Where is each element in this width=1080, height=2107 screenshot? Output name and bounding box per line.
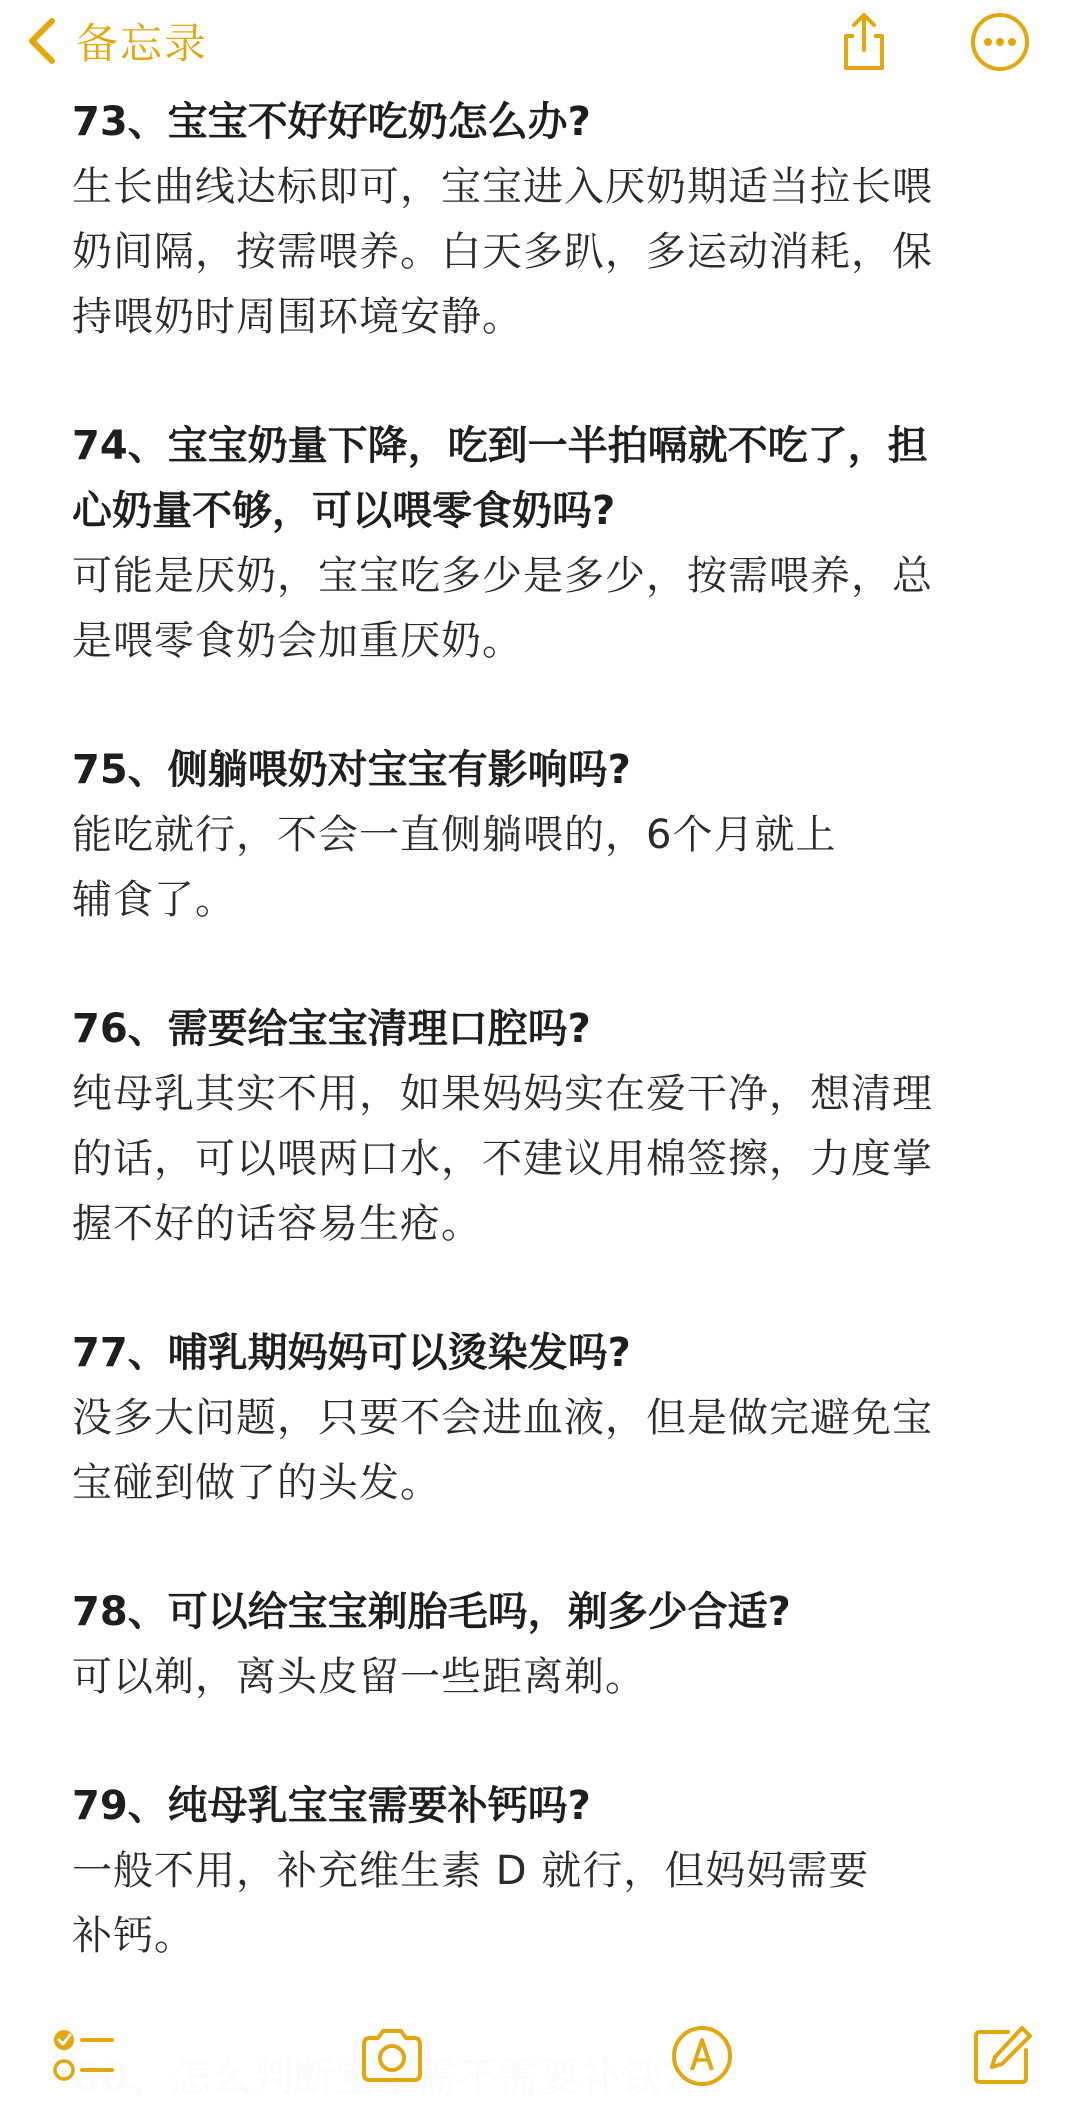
answer-line: 一般不用，补充维生素 D 就行，但妈妈需要 [72,1848,870,1894]
qa-item-76 [72,997,1002,1257]
answer-line: 可以剃，离头皮留一些距离剃。 [72,1654,646,1700]
answer-line: 持喂奶时周围环境安静。 [72,294,523,340]
markup-icon[interactable] [668,2022,736,2090]
top-navigation-bar [0,0,1080,90]
share-icon[interactable] [832,10,896,74]
qa-item-75 [72,738,1002,933]
answer-line: 能吃就行，不会一直侧躺喂的，6个月就上 [72,812,837,858]
compose-icon[interactable] [968,2022,1036,2090]
answer-line: 宝碰到做了的头发。 [72,1460,441,1506]
qa-item-78 [72,1580,1002,1710]
answer-line: 辅食了。 [72,877,236,923]
question: 77、哺乳期妈妈可以烫染发吗? [72,1330,631,1376]
question: 78、可以给宝宝剃胎毛吗，剃多少合适? [72,1589,791,1635]
qa-item-77 [72,1321,1002,1516]
answer-line: 的话，可以喂两口水，不建议用棉签擦，力度掌 [72,1136,933,1182]
question: 73、宝宝不好好吃奶怎么办? [72,99,591,145]
answer-line: 握不好的话容易生疮。 [72,1201,482,1247]
question: 75、侧躺喂奶对宝宝有影响吗? [72,747,631,793]
question: 79、纯母乳宝宝需要补钙吗? [72,1783,591,1829]
answer-line: 是喂零食奶会加重厌奶。 [72,618,523,664]
answer-line: 没多大问题，只要不会进血液，但是做完避免宝 [72,1395,933,1441]
question-line: 74、宝宝奶量下降，吃到一半拍嗝就不吃了，担 [72,423,928,469]
back-button[interactable] [22,10,208,72]
back-label: 备忘录 [76,19,209,68]
answer-line: 可能是厌奶，宝宝吃多少是多少，按需喂养，总 [72,553,933,599]
qa-item-73 [72,90,1002,350]
more-icon[interactable] [968,10,1032,74]
qa-item-79 [72,1774,1002,1969]
chevron-left-icon [22,15,62,67]
answer-line: 补钙。 [72,1913,195,1959]
qa-item-74 [72,414,1002,674]
camera-icon[interactable] [358,2022,426,2090]
answer-line: 纯母乳其实不用，如果妈妈实在爱干净，想清理 [72,1071,933,1117]
checklist-icon[interactable] [50,2022,118,2090]
question: 76、需要给宝宝清理口腔吗? [72,1006,591,1052]
bottom-toolbar [0,2010,1080,2107]
question-line: 心奶量不够，可以喂零食奶吗? [72,488,616,534]
note-body[interactable] [72,90,1002,2033]
answer-line: 奶间隔，按需喂养。白天多趴，多运动消耗，保 [72,229,933,275]
answer-line: 生长曲线达标即可，宝宝进入厌奶期适当拉长喂 [72,164,933,210]
